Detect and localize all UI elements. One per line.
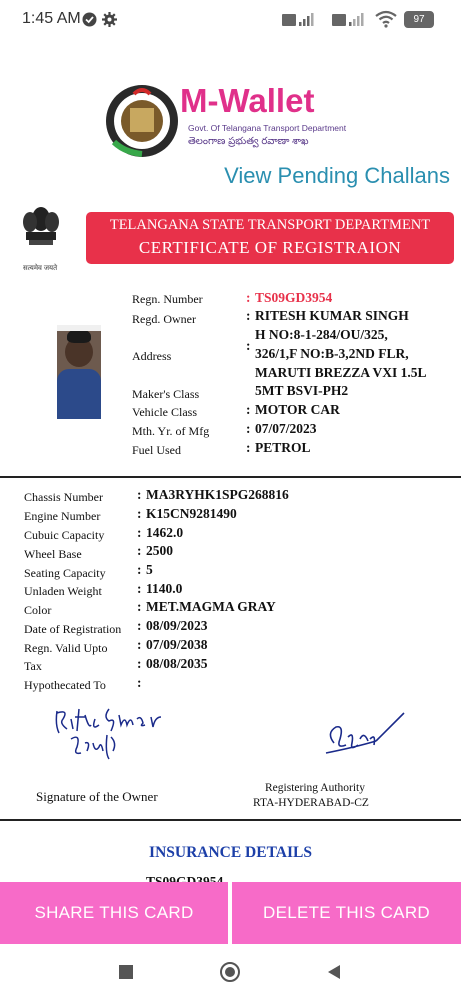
color-label: Color [24,603,52,617]
hypothecated-to-label: Hypothecated To [24,678,106,692]
address-line-1: H NO:8-1-284/OU/325, [255,327,388,342]
vehicle-class-label: Vehicle Class [132,405,197,419]
logo-subtitle: Govt. Of Telangana Transport Department [188,123,347,133]
insurance-divider [0,819,461,821]
regn-valid-upto-label: Regn. Valid Upto [24,641,108,655]
chassis-number-colon: : [137,487,142,502]
color-colon: : [137,599,142,614]
emblem-caption: सत्यमेव जयते [23,265,58,272]
wifi-icon [375,10,397,28]
battery-indicator [404,11,434,28]
mfg-date-colon: : [246,421,251,436]
wheel-base-colon: : [137,543,142,558]
owner-signature-label: Signature of the Owner [36,789,158,804]
chassis-number-label: Chassis Number [24,490,103,504]
owner-signature-scribble [51,703,168,771]
tax-value: 08/08/2035 [146,656,208,671]
unladen-weight-value: 1140.0 [146,581,183,596]
mfg-date-value: 07/07/2023 [255,421,317,436]
hypothecated-to-colon: : [137,675,142,690]
logo-title: M-Wallet [180,82,315,119]
seating-capacity-label: Seating Capacity [24,566,106,580]
address-line-3: MARUTI BREZZA VXI 1.5L [255,365,427,380]
regn-valid-upto-value: 07/09/2038 [146,637,208,652]
wheel-base-value: 2500 [146,543,173,558]
regn-number-value: TS09GD3954 [255,290,333,305]
unladen-weight-label: Unladen Weight [24,584,102,598]
owner-photo [57,325,101,419]
engine-number-colon: : [137,506,142,521]
delete-card-button[interactable]: DELETE THIS CARD [232,882,461,944]
mfg-date-label: Mth. Yr. of Mfg [132,424,210,438]
address-line-2: 326/1,F NO:B-3,2ND FLR, [255,346,409,361]
owner-signature-image [51,703,168,771]
status-bar [0,0,461,38]
authority-office-label: RTA-HYDERABAD-CZ [253,797,369,809]
regd-owner-value: RITESH KUMAR SINGH [255,308,409,323]
m-wallet-logo [104,80,356,162]
registration-date-label: Date of Registration [24,622,122,636]
system-nav-bar [0,944,461,1000]
color-value: MET.MAGMA GRAY [146,599,276,614]
battery-level: 97 [413,14,425,25]
regd-owner-label: Regd. Owner [132,312,196,326]
address-colon: : [246,338,251,353]
tax-label: Tax [24,659,42,673]
fuel-used-colon: : [246,440,251,455]
fuel-used-value: PETROL [255,440,311,455]
regn-number-label: Regn. Number [132,292,203,306]
engine-number-label: Engine Number [24,509,101,523]
makers-class-value: 5MT BSVI-PH2 [255,383,349,398]
transport-emblem-icon [104,82,180,160]
fuel-used-label: Fuel Used [132,443,181,457]
authority-signature-scribble [316,703,410,771]
engine-number-value: K15CN9281490 [146,506,237,521]
registering-authority-label: Registering Authority [265,782,365,794]
network-signal-icons [282,11,382,29]
home-button[interactable] [220,962,240,982]
vehicle-class-value: MOTOR CAR [255,402,340,417]
home-dot-icon [225,967,235,977]
banner-department: TELANGANA STATE TRANSPORT DEPARTMENT [109,217,431,233]
registration-date-colon: : [137,618,142,633]
registration-date-value: 08/09/2023 [146,618,208,633]
settings-gear-icon [102,12,117,27]
authority-signature-image [316,703,410,771]
vehicle-class-colon: : [246,402,251,417]
regn-valid-upto-colon: : [137,637,142,652]
tax-colon: : [137,656,142,671]
seating-capacity-value: 5 [146,562,153,577]
certificate-banner [86,212,454,264]
wheel-base-label: Wheel Base [24,547,82,561]
logo-telugu: తెలంగాణ ప్రభుత్వ రవాణా శాఖ [188,136,309,147]
seating-capacity-colon: : [137,562,142,577]
share-card-button[interactable]: SHARE THIS CARD [0,882,228,944]
banner-certificate-title: CERTIFICATE OF REGISTRAION [138,238,402,257]
insurance-details-title: INSURANCE DETAILS [149,844,312,861]
view-pending-challans-link[interactable]: View Pending Challans [224,163,450,188]
national-emblem-icon [18,203,64,259]
makers-class-label: Maker's Class [132,387,200,401]
chassis-number-value: MA3RYHK1SPG268816 [146,487,289,502]
regn-number-colon: : [246,290,251,305]
check-circle-icon [82,12,97,27]
recent-apps-button[interactable] [119,965,133,979]
cubic-capacity-label: Cubuic Capacity [24,528,105,542]
regd-owner-colon: : [246,308,251,323]
cubic-capacity-colon: : [137,525,142,540]
cubic-capacity-value: 1462.0 [146,525,184,540]
address-label: Address [132,349,172,363]
section-divider [0,476,461,478]
unladen-weight-colon: : [137,581,142,596]
back-button[interactable] [326,964,342,980]
status-time: 1:45 AM [22,10,81,27]
